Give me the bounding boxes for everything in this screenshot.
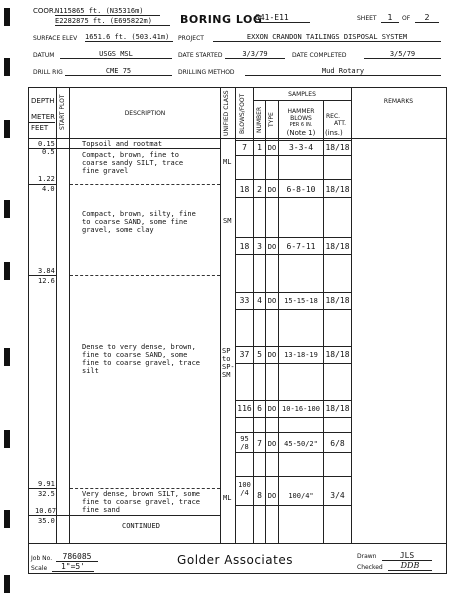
- depth-meter: 10.67: [35, 507, 57, 515]
- datum-value: USGS MSL: [60, 50, 172, 59]
- drilling-method-label: DRILLING METHOD: [178, 69, 235, 76]
- sample-type: DO: [267, 440, 277, 448]
- drawn-value: JLS: [382, 551, 432, 561]
- sample-number: 8: [257, 491, 262, 500]
- sheet-label: SHEET: [357, 15, 377, 22]
- date-started-value: 3/3/79: [225, 50, 285, 59]
- stratum-description: Topsoil and rootmat: [82, 140, 163, 148]
- sample-recovery: 18/18: [325, 143, 350, 152]
- stratum-class: SP to SP- SM: [222, 347, 235, 379]
- sample-recovery: 18/18: [325, 185, 350, 194]
- binding-mark: [4, 8, 10, 26]
- sample-type: DO: [267, 492, 277, 500]
- sample-blows-foot: 18: [239, 242, 250, 251]
- binding-mark: [4, 510, 10, 528]
- col-unified-class: UNIFIED CLASS: [223, 90, 230, 136]
- company-name: Golder Associates: [177, 553, 293, 567]
- surface-elev-label: SURFACE ELEV: [33, 35, 78, 42]
- binding-mark: [4, 200, 10, 218]
- depth-meter: 3.84: [38, 267, 55, 275]
- depth-feet: 12.6: [38, 277, 55, 285]
- sample-type: DO: [267, 297, 277, 305]
- col-per-6in: PER 6 IN.: [289, 122, 313, 128]
- col-meter: METER: [31, 113, 56, 121]
- coord-label: COOR.: [33, 7, 56, 15]
- job-no-label: Job No.: [31, 555, 53, 562]
- sheet-number: 1: [381, 13, 399, 23]
- sample-number: 2: [257, 185, 262, 194]
- col-remarks: REMARKS: [383, 98, 414, 105]
- sample-type: DO: [267, 243, 277, 251]
- binding-mark: [4, 58, 10, 76]
- sample-number: 1: [257, 143, 262, 152]
- col-type: TYPE: [268, 112, 275, 127]
- col-hammer: HAMMER: [287, 108, 315, 115]
- sheet-total: 2: [415, 13, 439, 23]
- sample-blows-foot: 33: [239, 296, 250, 305]
- depth-feet: 35.0: [38, 517, 55, 525]
- drill-rig-value: CME 75: [65, 67, 172, 76]
- depth-feet: 0.5: [42, 148, 55, 156]
- sample-recovery: 18/18: [325, 350, 350, 359]
- stratum-class: ML: [223, 494, 232, 502]
- continued-label: CONTINUED: [122, 522, 160, 530]
- date-completed-value: 3/5/79: [364, 50, 441, 59]
- depth-meter: 9.91: [38, 480, 55, 488]
- depth-feet: 32.5: [38, 490, 55, 498]
- sample-type: DO: [267, 351, 277, 359]
- date-completed-label: DATE COMPLETED: [292, 52, 347, 59]
- col-description: DESCRIPTION: [124, 110, 166, 117]
- stratum-description: Compact, brown, fine to coarse sandy SILT, trace fine gravel: [82, 151, 184, 175]
- sample-recovery: 18/18: [325, 242, 350, 251]
- sample-number: 4: [257, 296, 262, 305]
- sheet-of-label: OF: [402, 15, 411, 22]
- sample-blows-foot: 18: [239, 185, 250, 194]
- depth-feet: 4.0: [42, 185, 55, 193]
- datum-label: DATUM: [33, 52, 55, 59]
- col-start-plot: START PLOT: [59, 94, 66, 130]
- sample-type: DO: [267, 144, 277, 152]
- scale-label: Scale: [31, 565, 48, 572]
- sample-blows-foot: 7: [242, 143, 247, 152]
- stratum-class: ML: [223, 158, 232, 166]
- depth-meter: 0.15: [38, 140, 55, 148]
- depth-meter: 1.22: [38, 175, 55, 183]
- boring-id: G41-E11: [255, 13, 310, 23]
- sample-type: DO: [267, 405, 277, 413]
- sample-hammer-blows: 15-15-18: [284, 297, 318, 305]
- sample-hammer-blows: 100/4": [288, 492, 314, 500]
- surface-elev-value: 1651.6 ft. (503.41m): [85, 33, 173, 42]
- stratum-description: Dense to very dense, brown, fine to coarse SAND, some fine to coarse gravel, trace silt: [82, 343, 201, 375]
- col-ins: (ins.): [325, 129, 343, 137]
- col-blows: BLOWS: [290, 115, 312, 122]
- sample-blows-foot: 37: [239, 350, 250, 359]
- sample-hammer-blows: 10-16-100: [282, 405, 320, 413]
- sample-number: 7: [257, 439, 262, 448]
- stratum-description: Very dense, brown SILT, some fine to coarse gravel, trace fine sand: [82, 490, 201, 514]
- coord-north: N115865 ft. (N35316m): [55, 7, 160, 16]
- sample-type: DO: [267, 186, 277, 194]
- stratum-class: SM: [223, 217, 232, 225]
- sample-blows-foot: 116: [237, 404, 252, 413]
- col-blows-foot: BLOWS/FOOT: [239, 93, 246, 134]
- binding-mark: [4, 575, 10, 593]
- sample-recovery: 18/18: [325, 404, 350, 413]
- col-rec: REC.: [326, 113, 341, 120]
- binding-mark: [4, 262, 10, 280]
- col-samples: SAMPLES: [288, 91, 316, 98]
- col-number: NUMBER: [256, 106, 263, 133]
- col-depth: DEPTH: [31, 97, 55, 105]
- sample-recovery: 18/18: [325, 296, 350, 305]
- sample-recovery: 6/8: [330, 439, 345, 448]
- sample-recovery: 3/4: [330, 491, 345, 500]
- job-no-value: 786085: [56, 552, 98, 562]
- sample-hammer-blows: 6-7-11: [286, 242, 316, 251]
- sample-hammer-blows: 45-50/2": [284, 440, 318, 448]
- sample-number: 6: [257, 404, 262, 413]
- binding-mark: [4, 430, 10, 448]
- sample-blows-foot: 100 /4: [238, 481, 251, 497]
- stratum-description: Compact, brown, silty, fine to coarse SAND, some fine gravel, some clay: [82, 210, 196, 234]
- col-feet: FEET: [31, 124, 49, 132]
- date-started-label: DATE STARTED: [178, 52, 223, 59]
- sample-number: 5: [257, 350, 262, 359]
- coord-east: E2282875 ft. (E695822m): [55, 17, 170, 26]
- drill-rig-label: DRILL RIG: [33, 69, 63, 76]
- scale-value: 1"=5': [52, 562, 94, 572]
- project-value: EXXON CRANDON TAILINGS DISPOSAL SYSTEM: [213, 33, 441, 42]
- checked-initials: DDB: [388, 561, 432, 571]
- sample-hammer-blows: 6-8-10: [286, 185, 316, 194]
- sample-number: 3: [257, 242, 262, 251]
- sample-blows-foot: 95 /8: [240, 435, 249, 451]
- document-title: BORING LOG: [180, 13, 263, 26]
- binding-mark: [4, 348, 10, 366]
- col-note: (Note 1): [286, 129, 316, 137]
- drawn-label: Drawn: [357, 553, 377, 560]
- col-att: ATT.: [334, 120, 347, 127]
- binding-mark: [4, 120, 10, 138]
- project-label: PROJECT: [178, 35, 204, 42]
- checked-label: Checked: [357, 564, 383, 571]
- drilling-method-value: Mud Rotary: [245, 67, 441, 76]
- sample-hammer-blows: 13-18-19: [284, 351, 318, 359]
- sample-hammer-blows: 3-3-4: [288, 143, 314, 152]
